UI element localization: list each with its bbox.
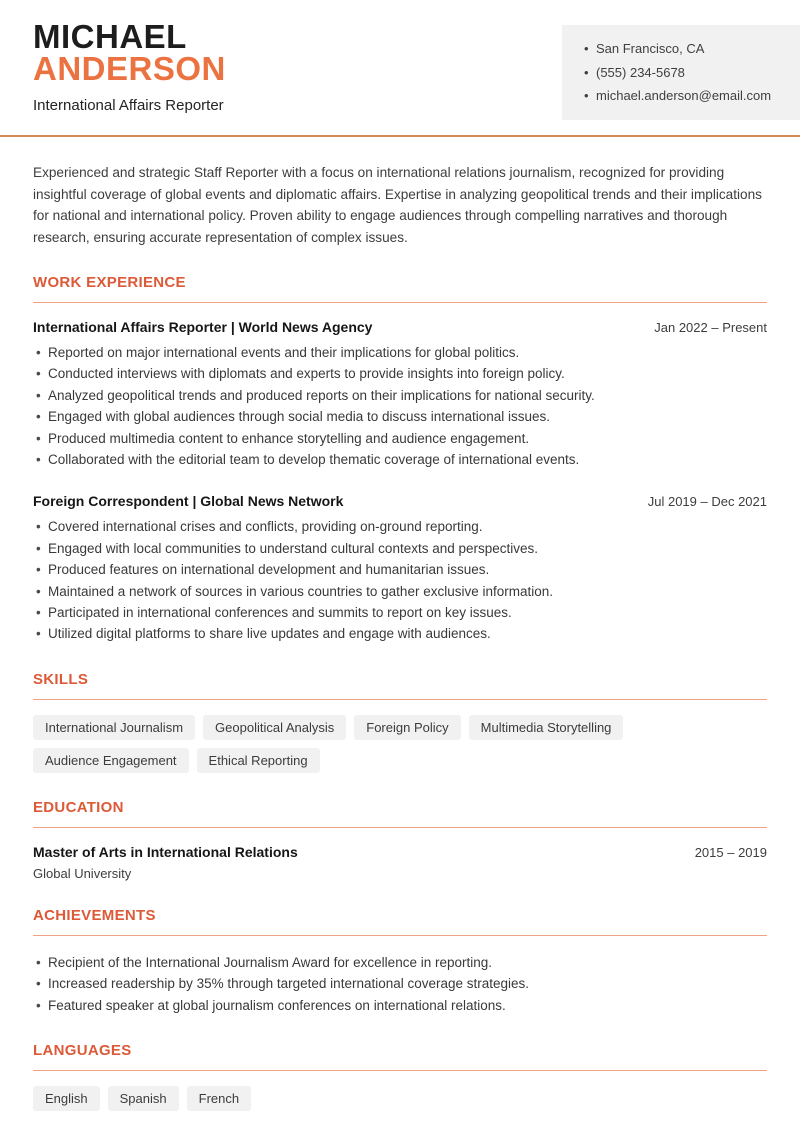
job-title: Foreign Correspondent | Global News Network bbox=[33, 493, 344, 510]
job-dates: Jan 2022 – Present bbox=[654, 320, 767, 335]
job-bullet: • Collaborated with the editorial team to develop thematic coverage of international events. bbox=[33, 449, 767, 470]
achievement-bullet: • Featured speaker at global journalism conferences on international relations. bbox=[33, 995, 767, 1016]
language-tag: Spanish bbox=[108, 1086, 179, 1111]
contact-card bbox=[562, 25, 800, 120]
first-name: MICHAEL bbox=[33, 18, 187, 55]
job-bullet: • Engaged with local communities to understand cultural contexts and perspectives. bbox=[33, 538, 767, 559]
job-header-row bbox=[33, 319, 767, 335]
contact-phone: • (555) 234-5678 bbox=[583, 61, 786, 85]
section-languages bbox=[33, 1042, 767, 1111]
section-achievements bbox=[33, 907, 767, 1016]
skill-tag: Audience Engagement bbox=[33, 748, 189, 773]
job-dates: Jul 2019 – Dec 2021 bbox=[647, 494, 767, 510]
job-title: International Affairs Reporter | World News Agency bbox=[33, 319, 373, 335]
skill-tag: Ethical Reporting bbox=[197, 748, 320, 773]
achievement-bullet: • Recipient of the International Journalism Award for excellence in reporting. bbox=[33, 952, 767, 973]
skills-heading: SKILLS bbox=[33, 671, 767, 700]
job-bullet: • Produced multimedia content to enhance storytelling and audience engagement. bbox=[33, 428, 767, 449]
languages-tag-list bbox=[33, 1086, 767, 1111]
education-school: Global University bbox=[33, 865, 132, 881]
job-entry bbox=[33, 319, 767, 470]
skill-tag: International Journalism bbox=[33, 715, 195, 740]
work-experience-heading: WORK EXPERIENCE bbox=[33, 274, 767, 303]
last-name: ANDERSON bbox=[33, 50, 226, 87]
job-bullet: • Participated in international conferences and summits to report on key issues. bbox=[33, 602, 767, 623]
achievement-bullet: • Increased readership by 35% through targeted international coverage strategies. bbox=[33, 973, 767, 994]
job-entry bbox=[33, 493, 767, 644]
job-bullet: • Reported on major international events and their implications for global politics. bbox=[33, 342, 767, 363]
job-bullet-list bbox=[33, 342, 767, 470]
name-block bbox=[33, 0, 226, 114]
achievements-body bbox=[33, 952, 767, 1016]
section-education bbox=[33, 799, 767, 881]
contact-location: • San Francisco, CA bbox=[583, 37, 786, 61]
language-tag: French bbox=[187, 1086, 251, 1111]
job-bullet: • Maintained a network of sources in various countries to gather exclusive information. bbox=[33, 581, 767, 602]
job-bullet: • Covered international crises and conflicts, providing on-ground reporting. bbox=[33, 516, 767, 537]
language-tag: English bbox=[33, 1086, 100, 1111]
education-heading: EDUCATION bbox=[33, 799, 767, 828]
job-bullet: • Conducted interviews with diplomats and experts to provide insights into foreign policy. bbox=[33, 363, 767, 384]
skill-tag: Foreign Policy bbox=[354, 715, 460, 740]
header bbox=[0, 0, 800, 137]
job-bullet-list bbox=[33, 516, 767, 644]
job-bullet: • Analyzed geopolitical trends and produced reports on their implications for national security. bbox=[33, 385, 767, 406]
job-bullet: • Engaged with global audiences through social media to discuss international issues. bbox=[33, 406, 767, 427]
job-bullet: • Produced features on international development and humanitarian issues. bbox=[33, 559, 767, 580]
main-content bbox=[0, 162, 800, 1111]
education-dates: 2015 – 2019 bbox=[694, 844, 767, 860]
skill-tag: Geopolitical Analysis bbox=[203, 715, 346, 740]
person-name bbox=[33, 18, 226, 87]
summary-paragraph: Experienced and strategic Staff Reporter with a focus on international relations journalism, recognized for providing insightful coverage of global events and diplomatic affairs. Expertise in analyzing geopolitical trends and their implications for national and international policy. Proven ability to engage audiences through compelling narratives and thorough research, ensuring accurate representation of complex issues. bbox=[33, 165, 762, 245]
section-skills bbox=[33, 671, 767, 773]
section-work-experience bbox=[33, 274, 767, 645]
languages-heading: LANGUAGES bbox=[33, 1042, 767, 1071]
work-experience-body bbox=[33, 319, 767, 645]
skills-tag-list bbox=[33, 715, 767, 773]
contact-email: • michael.anderson@email.com bbox=[583, 84, 786, 108]
education-degree: Master of Arts in International Relations bbox=[33, 843, 298, 860]
education-header-row bbox=[33, 844, 767, 860]
contact-list bbox=[583, 37, 786, 108]
achievements-heading: ACHIEVEMENTS bbox=[33, 907, 767, 936]
job-header-row bbox=[33, 493, 767, 509]
skill-tag: Multimedia Storytelling bbox=[469, 715, 624, 740]
achievements-bullet-list bbox=[33, 952, 767, 1016]
education-body bbox=[33, 844, 767, 881]
person-job-title: International Affairs Reporter bbox=[33, 97, 224, 114]
job-bullet: • Utilized digital platforms to share live updates and engage with audiences. bbox=[33, 623, 767, 644]
